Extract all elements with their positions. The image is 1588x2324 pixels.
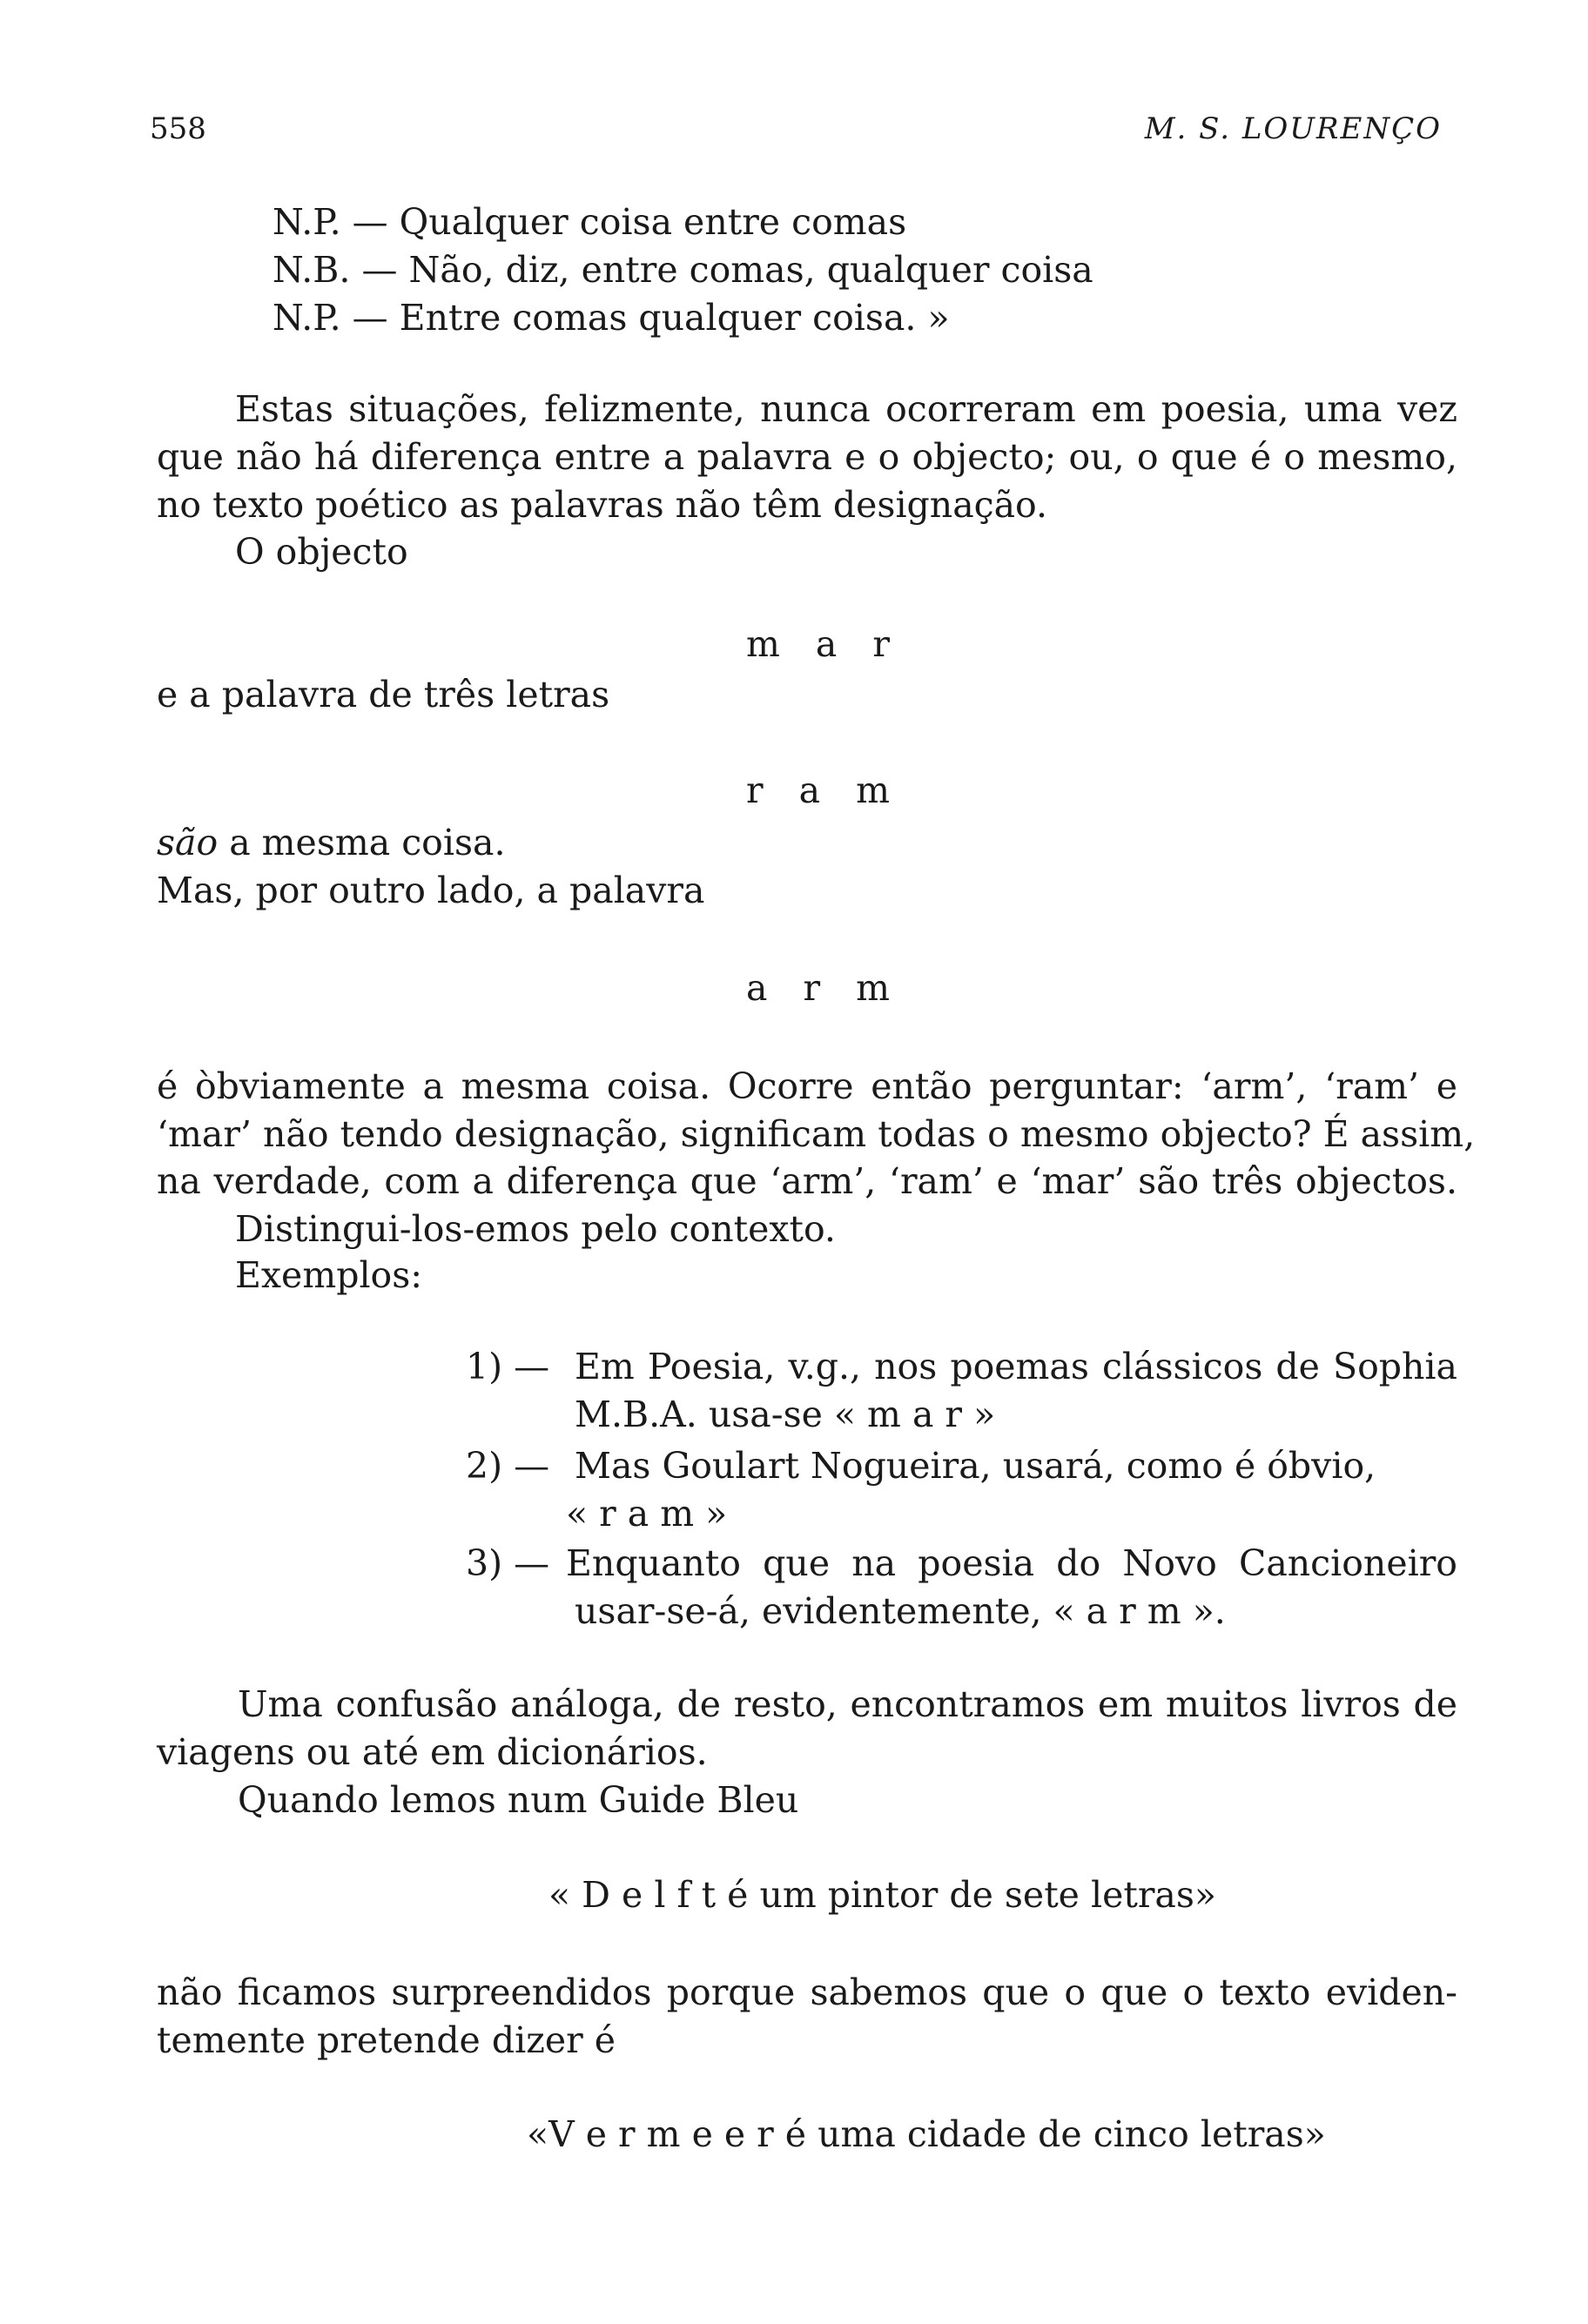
list-number-1: 1) — [466,1346,550,1387]
word-mar: m a r [746,623,902,665]
palavra-tres-letras: e a palavra de três letras [157,674,610,715]
distingui: Distingui-los-emos pelo contexto. [235,1208,836,1250]
sao-italic: são [157,822,219,863]
dialogue-line-3: N.P. — Entre comas qualquer coisa. » [273,297,950,339]
word-ram: r a m [746,769,902,811]
list-item-2-line-1: Mas Goulart Nogueira, usará, como é óbvio, [575,1445,1376,1487]
paragraph-3-line-1: Uma confusão análoga, de resto, encontramos em muitos livros de [238,1683,1457,1725]
paragraph-2-line-2: ‘mar’ não tendo designação, significam todas o mesmo objecto? É assim, [157,1113,1476,1155]
paragraph-2-line-3: na verdade, com a diferença que ‘arm’, ‘ram’ e ‘mar’ são três objectos. [157,1160,1457,1202]
paragraph-4-line-1: não ficamos surpreendidos porque sabemos que o que o texto eviden- [157,1971,1457,2013]
exemplos: Exemplos: [235,1254,423,1296]
word-arm: a r m [746,967,902,1009]
list-item-3-line-2: usar-se-á, evidentemente, « a r m ». [575,1590,1226,1632]
o-objecto: O objecto [235,531,408,573]
list-number-2: 2) — [466,1445,550,1487]
paragraph-1-line-2: que não há diferença entre a palavra e o objecto; ou, o que é o mesmo, [157,436,1457,478]
mas-por-outro-lado: Mas, por outro lado, a palavra [157,870,705,911]
list-number-3: 3) — [466,1542,550,1584]
sao-rest: a mesma coisa. [218,822,506,863]
page-number: 558 [150,111,206,146]
list-item-2-line-2: « r a m » [566,1493,728,1535]
paragraph-3-line-2: viagens ou até em dicionários. [157,1731,708,1773]
paragraph-2-line-1: é òbviamente a mesma coisa. Ocorre então perguntar: ‘arm’, ‘ram’ e [157,1065,1457,1107]
running-head-author: M. S. LOURENÇO [1144,111,1442,146]
paragraph-1-line-3: no texto poético as palavras não têm designação. [157,484,1048,526]
quote-delft: « D e l f t é um pintor de sete letras» [548,1874,1216,1916]
dialogue-line-1: N.P. — Qualquer coisa entre comas [273,201,907,243]
dialogue-line-2: N.B. — Não, diz, entre comas, qualquer coisa [273,249,1093,291]
list-item-3-line-1: Enquanto que na poesia do Novo Cancioneiro [566,1542,1457,1584]
quote-vermeer: «V e r m e e r é uma cidade de cinco letras» [527,2113,1326,2155]
list-item-1-line-2: M.B.A. usa-se « m a r » [575,1394,996,1435]
list-item-1-line-1: Em Poesia, v.g., nos poemas clássicos de Sophia [575,1346,1457,1387]
sao-a-mesma-coisa [157,822,506,863]
paragraph-4-line-2: temente pretende dizer é [157,2019,616,2061]
paragraph-1-line-1: Estas situações, felizmente, nunca ocorreram em poesia, uma vez [235,388,1457,430]
quando-lemos: Quando lemos num Guide Bleu [238,1779,799,1821]
